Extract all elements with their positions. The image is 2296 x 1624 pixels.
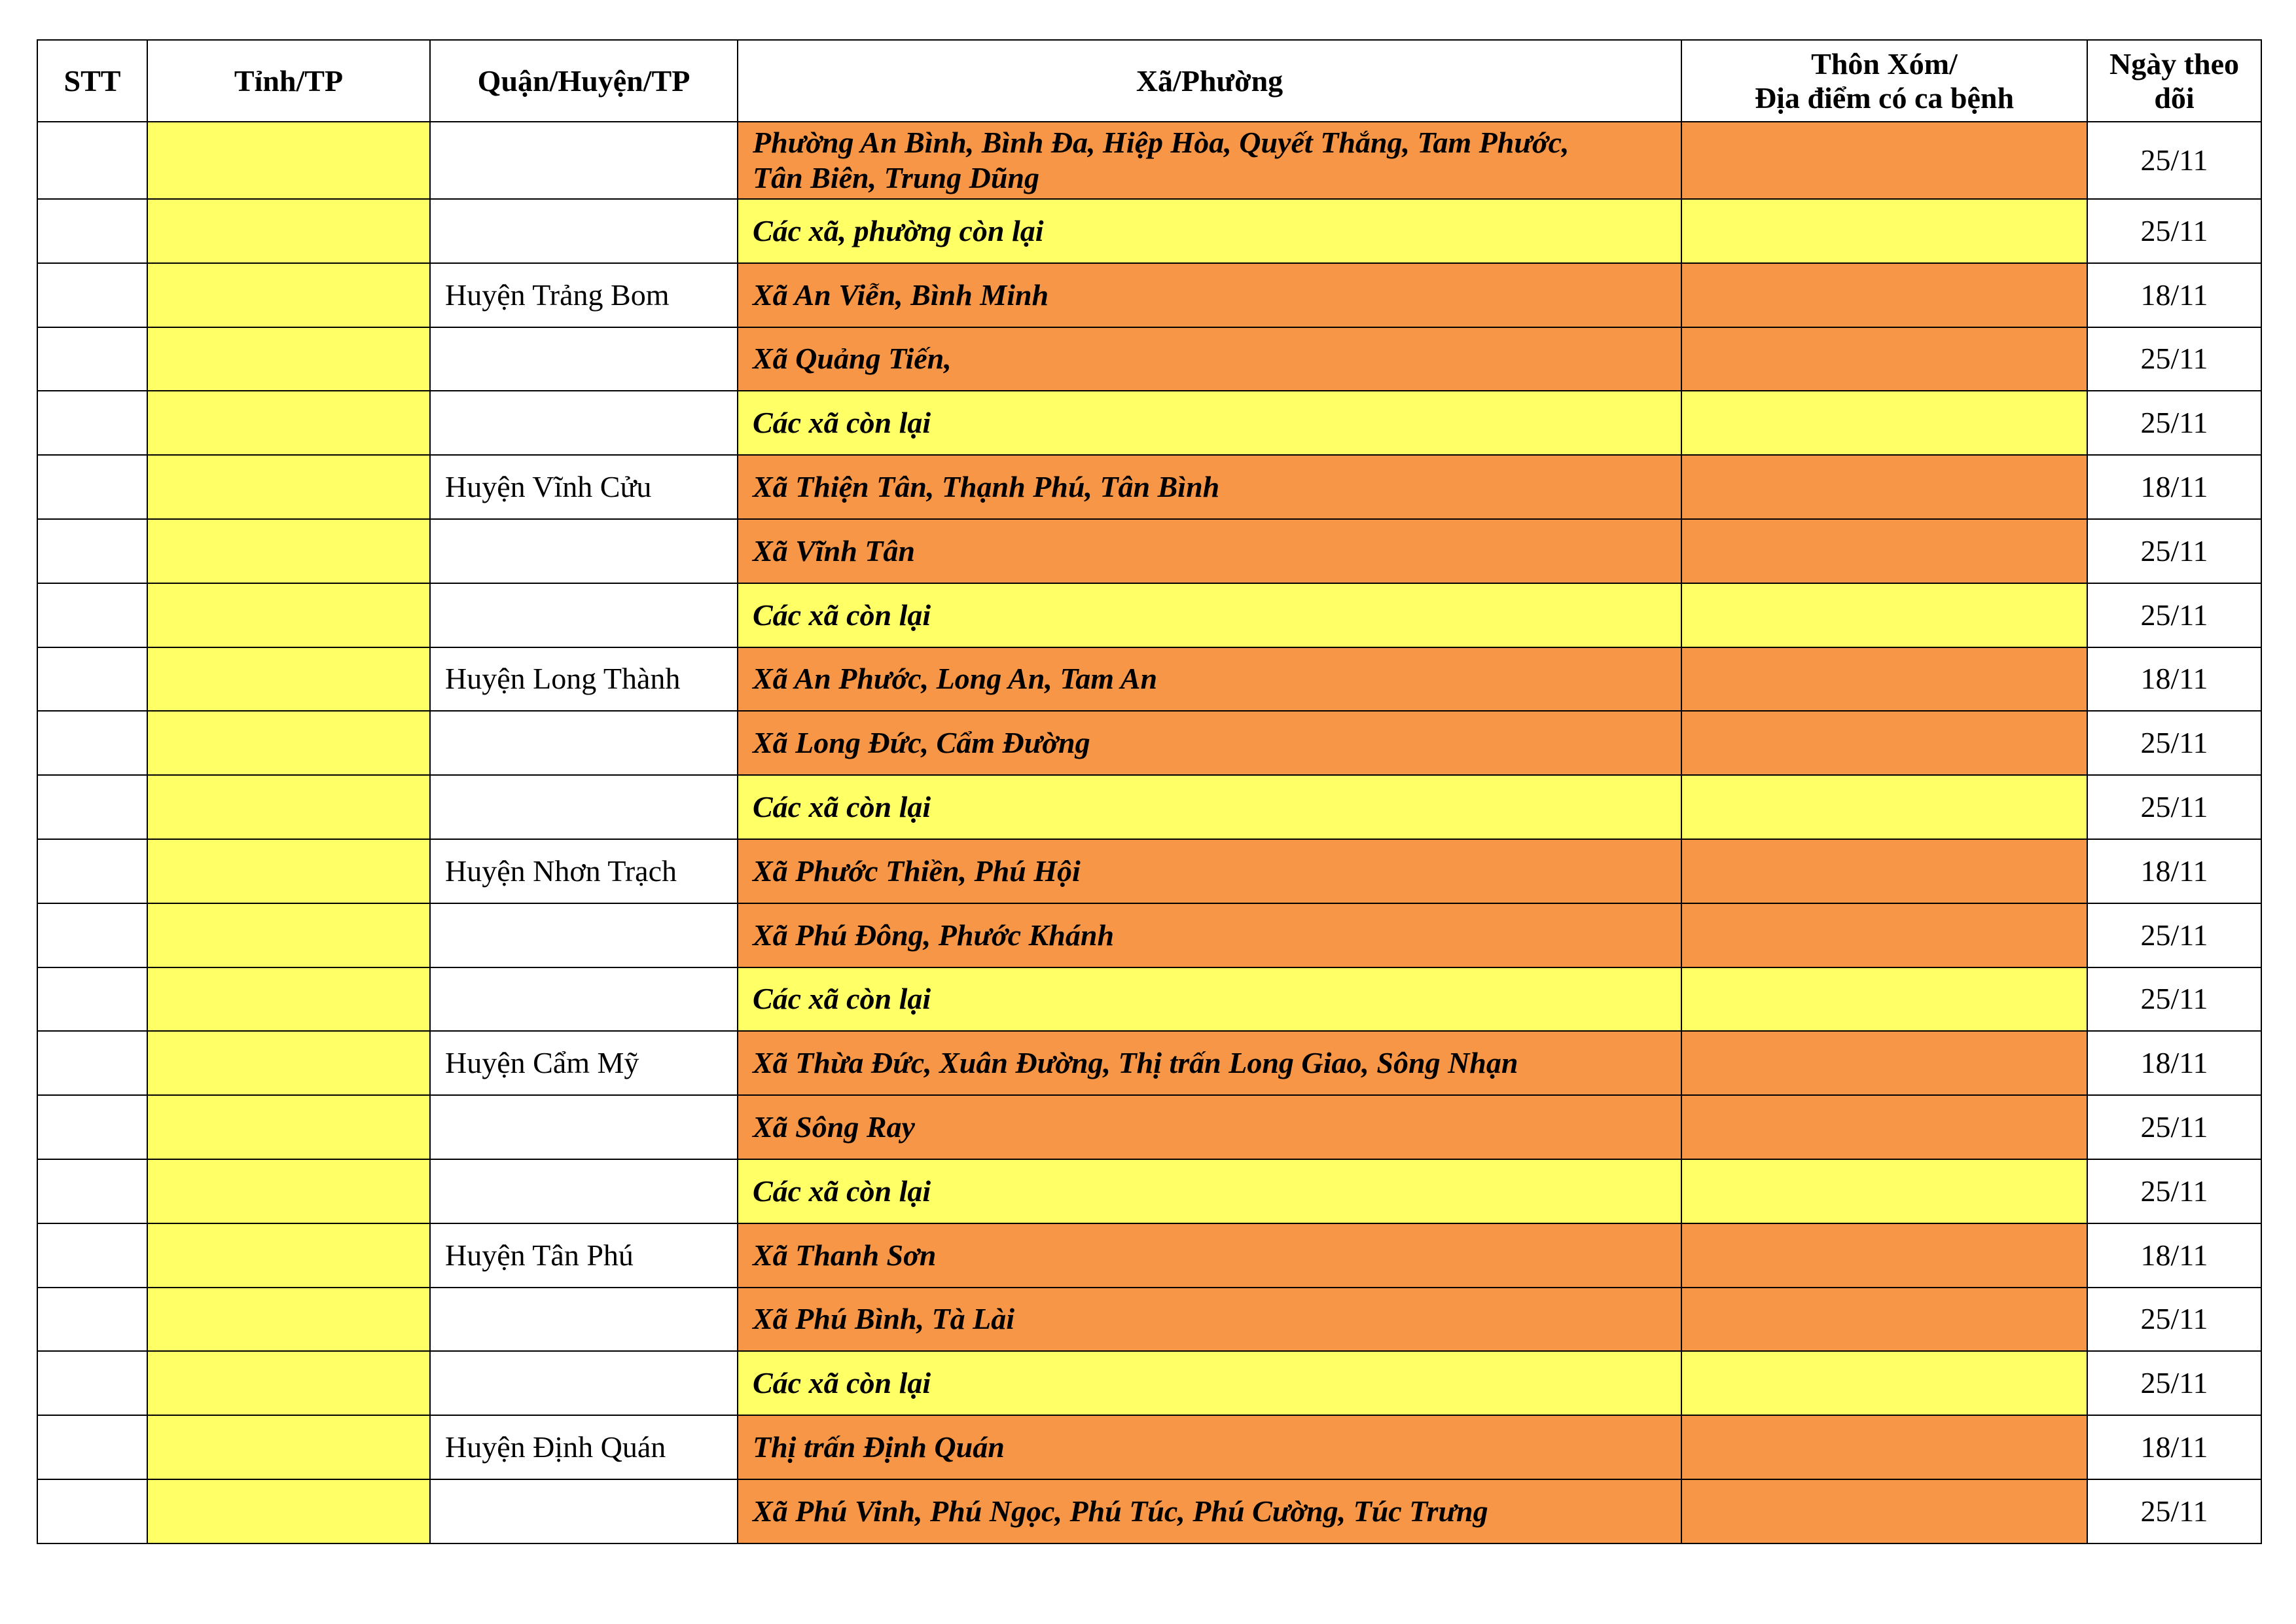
village-cell [1681, 391, 2087, 455]
district-cell [430, 711, 738, 775]
date-cell: 25/11 [2087, 327, 2261, 391]
commune-cell: Xã Vĩnh Tân [738, 519, 1681, 583]
header-province: Tỉnh/TP [147, 40, 430, 122]
village-cell [1681, 263, 2087, 327]
province-cell [147, 327, 430, 391]
district-cell [430, 519, 738, 583]
date-cell: 25/11 [2087, 775, 2261, 839]
commune-cell: Các xã còn lại [738, 391, 1681, 455]
commune-cell: Xã Phú Đông, Phước Khánh [738, 903, 1681, 967]
province-cell [147, 263, 430, 327]
village-cell [1681, 455, 2087, 519]
header-date [2087, 40, 2261, 122]
stt-cell [37, 1159, 147, 1223]
province-cell [147, 1415, 430, 1479]
date-cell: 25/11 [2087, 903, 2261, 967]
province-cell [147, 839, 430, 903]
district-cell [430, 1095, 738, 1159]
table-row [37, 903, 2261, 967]
stt-cell [37, 775, 147, 839]
commune-cell: Xã An Viễn, Bình Minh [738, 263, 1681, 327]
date-cell: 18/11 [2087, 455, 2261, 519]
village-cell [1681, 1351, 2087, 1415]
village-cell [1681, 1031, 2087, 1095]
header-date-line1: Ngày theo [2109, 46, 2240, 81]
commune-cell: Xã Phú Bình, Tà Lài [738, 1288, 1681, 1352]
stt-cell [37, 1031, 147, 1095]
province-cell [147, 1031, 430, 1095]
date-cell: 18/11 [2087, 839, 2261, 903]
date-cell: 25/11 [2087, 519, 2261, 583]
commune-cell: Xã Sông Ray [738, 1095, 1681, 1159]
header-commune: Xã/Phường [738, 40, 1681, 122]
province-cell [147, 1351, 430, 1415]
district-cell [430, 199, 738, 263]
stt-cell [37, 903, 147, 967]
district-cell [430, 1159, 738, 1223]
date-cell: 25/11 [2087, 1095, 2261, 1159]
district-cell: Huyện Trảng Bom [430, 263, 738, 327]
header-village-line2: Địa điểm có ca bệnh [1754, 81, 2015, 115]
district-cell [430, 1479, 738, 1543]
province-cell [147, 1288, 430, 1352]
date-cell: 18/11 [2087, 647, 2261, 712]
district-cell [430, 122, 738, 199]
header-date-line2: dõi [2154, 81, 2195, 115]
province-cell [147, 1095, 430, 1159]
table-row [37, 1288, 2261, 1352]
table-row [37, 1223, 2261, 1288]
village-cell [1681, 327, 2087, 391]
date-cell: 25/11 [2087, 1288, 2261, 1352]
province-cell [147, 455, 430, 519]
province-cell [147, 199, 430, 263]
village-cell [1681, 1223, 2087, 1288]
header-district: Quận/Huyện/TP [430, 40, 738, 122]
table-row [37, 967, 2261, 1032]
commune-cell: Xã Thiện Tân, Thạnh Phú, Tân Bình [738, 455, 1681, 519]
stt-cell [37, 1095, 147, 1159]
district-cell [430, 1288, 738, 1352]
stt-cell [37, 199, 147, 263]
district-cell [430, 903, 738, 967]
stt-cell [37, 967, 147, 1032]
stt-cell [37, 583, 147, 647]
village-cell [1681, 1159, 2087, 1223]
table-row [37, 1031, 2261, 1095]
village-cell [1681, 839, 2087, 903]
village-cell [1681, 647, 2087, 712]
commune-cell: Xã Phú Vinh, Phú Ngọc, Phú Túc, Phú Cường, Túc Trưng [738, 1479, 1681, 1543]
table-row [37, 455, 2261, 519]
date-cell: 25/11 [2087, 1479, 2261, 1543]
stt-cell [37, 711, 147, 775]
district-cell [430, 391, 738, 455]
province-cell [147, 1223, 430, 1288]
district-cell [430, 1351, 738, 1415]
village-cell [1681, 1095, 2087, 1159]
table-row [37, 263, 2261, 327]
commune-cell: Xã Phước Thiền, Phú Hội [738, 839, 1681, 903]
table-row [37, 1479, 2261, 1543]
date-cell: 18/11 [2087, 1031, 2261, 1095]
province-cell [147, 519, 430, 583]
table-row [37, 1159, 2261, 1223]
district-cell [430, 327, 738, 391]
table-header [37, 40, 2261, 122]
village-cell [1681, 199, 2087, 263]
date-cell: 18/11 [2087, 263, 2261, 327]
commune-cell: Xã Long Đức, Cẩm Đường [738, 711, 1681, 775]
commune-cell: Các xã còn lại [738, 775, 1681, 839]
table-row [37, 1415, 2261, 1479]
district-cell: Huyện Nhơn Trạch [430, 839, 738, 903]
district-cell [430, 967, 738, 1032]
table-row [37, 519, 2261, 583]
table-row [37, 199, 2261, 263]
stt-cell [37, 455, 147, 519]
commune-cell: Các xã còn lại [738, 1351, 1681, 1415]
commune-line2: Tân Biên, Trung Dũng [753, 161, 1039, 194]
province-cell [147, 1479, 430, 1543]
zone-table [37, 39, 2262, 1544]
date-cell: 25/11 [2087, 199, 2261, 263]
district-cell [430, 583, 738, 647]
stt-cell [37, 839, 147, 903]
district-cell [430, 775, 738, 839]
table-row [37, 775, 2261, 839]
village-cell [1681, 583, 2087, 647]
date-cell: 25/11 [2087, 711, 2261, 775]
stt-cell [37, 1351, 147, 1415]
date-cell: 25/11 [2087, 122, 2261, 199]
date-cell: 18/11 [2087, 1223, 2261, 1288]
province-cell [147, 647, 430, 712]
district-cell: Huyện Long Thành [430, 647, 738, 712]
commune-cell: Xã Thanh Sơn [738, 1223, 1681, 1288]
village-cell [1681, 122, 2087, 199]
village-cell [1681, 519, 2087, 583]
village-cell [1681, 1288, 2087, 1352]
commune-cell: Thị trấn Định Quán [738, 1415, 1681, 1479]
date-cell: 25/11 [2087, 1351, 2261, 1415]
header-stt: STT [37, 40, 147, 122]
province-cell [147, 583, 430, 647]
table-row [37, 647, 2261, 712]
date-cell: 25/11 [2087, 967, 2261, 1032]
commune-cell [738, 122, 1681, 199]
district-cell: Huyện Vĩnh Cửu [430, 455, 738, 519]
date-cell: 18/11 [2087, 1415, 2261, 1479]
village-cell [1681, 903, 2087, 967]
village-cell [1681, 711, 2087, 775]
stt-cell [37, 647, 147, 712]
stt-cell [37, 1415, 147, 1479]
stt-cell [37, 391, 147, 455]
stt-cell [37, 122, 147, 199]
header-village [1681, 40, 2087, 122]
commune-cell: Các xã còn lại [738, 583, 1681, 647]
table-row [37, 1095, 2261, 1159]
table-row [37, 1351, 2261, 1415]
commune-cell: Các xã còn lại [738, 967, 1681, 1032]
date-cell: 25/11 [2087, 391, 2261, 455]
province-cell [147, 903, 430, 967]
province-cell [147, 391, 430, 455]
table-body [37, 122, 2261, 1543]
district-cell: Huyện Cẩm Mỹ [430, 1031, 738, 1095]
header-row [37, 40, 2261, 122]
stt-cell [37, 1479, 147, 1543]
province-cell [147, 1159, 430, 1223]
date-cell: 25/11 [2087, 583, 2261, 647]
commune-cell: Các xã, phường còn lại [738, 199, 1681, 263]
commune-cell: Xã An Phước, Long An, Tam An [738, 647, 1681, 712]
table-row [37, 839, 2261, 903]
date-cell: 25/11 [2087, 1159, 2261, 1223]
table-row [37, 391, 2261, 455]
table-row [37, 327, 2261, 391]
commune-cell: Xã Thừa Đức, Xuân Đường, Thị trấn Long Giao, Sông Nhạn [738, 1031, 1681, 1095]
province-cell [147, 122, 430, 199]
village-cell [1681, 1479, 2087, 1543]
commune-cell: Các xã còn lại [738, 1159, 1681, 1223]
table-row [37, 583, 2261, 647]
district-cell: Huyện Định Quán [430, 1415, 738, 1479]
stt-cell [37, 1288, 147, 1352]
stt-cell [37, 519, 147, 583]
stt-cell [37, 327, 147, 391]
table-row [37, 122, 2261, 199]
commune-line1: Phường An Bình, Bình Đa, Hiệp Hòa, Quyết Thắng, Tam Phước, [753, 126, 1570, 159]
province-cell [147, 775, 430, 839]
header-village-line1: Thôn Xóm/ [1811, 46, 1958, 81]
village-cell [1681, 775, 2087, 839]
village-cell [1681, 967, 2087, 1032]
stt-cell [37, 263, 147, 327]
table-row [37, 711, 2261, 775]
province-cell [147, 711, 430, 775]
province-cell [147, 967, 430, 1032]
village-cell [1681, 1415, 2087, 1479]
district-cell: Huyện Tân Phú [430, 1223, 738, 1288]
stt-cell [37, 1223, 147, 1288]
commune-cell: Xã Quảng Tiến, [738, 327, 1681, 391]
